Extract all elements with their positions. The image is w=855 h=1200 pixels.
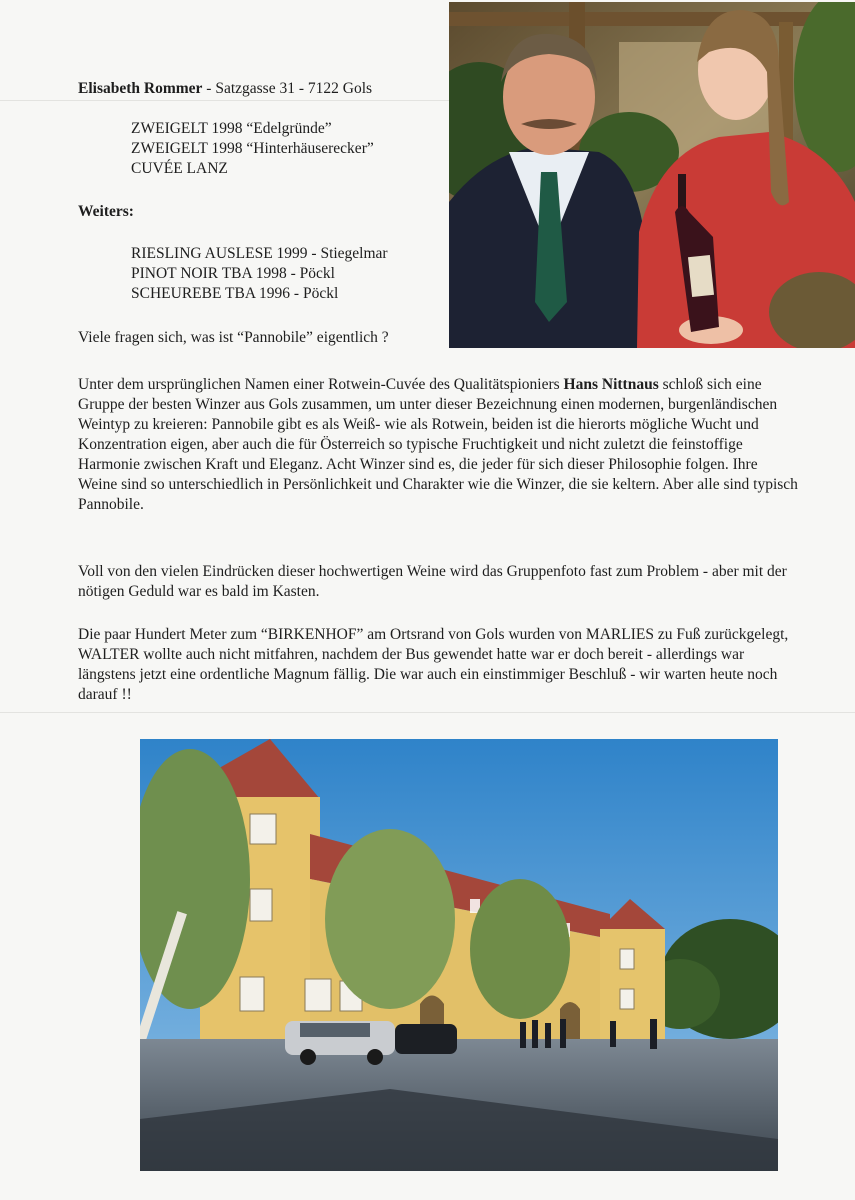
pioneer-name: Hans Nittnaus xyxy=(563,376,659,393)
pannobile-question: Viele fragen sich, was ist “Pannobile” eigentlich ? xyxy=(78,329,389,346)
winery-address: - Satzgasse 31 - 7122 Gols xyxy=(206,80,373,97)
winemakers-photo xyxy=(449,2,855,348)
winery-heading xyxy=(78,80,372,98)
birkenhof-photo xyxy=(140,739,778,1171)
wine-item: CUVÉE LANZ xyxy=(131,160,228,177)
pannobile-paragraph xyxy=(78,375,798,515)
paragraph-text: Voll von den vielen Eindrücken dieser hochwertigen Weine wird das Gruppenfoto fast zum Problem - aber mit der nötigen Geduld war es bald im Kasten. xyxy=(78,563,787,600)
winemaker-name: Elisabeth Rommer xyxy=(78,80,203,97)
page-fold-line xyxy=(0,712,855,713)
wine-list-weiters xyxy=(131,244,388,304)
wine-item: SCHEUREBE TBA 1996 - Pöckl xyxy=(131,285,339,302)
birkenhof-paragraph xyxy=(78,625,798,705)
wine-list-main xyxy=(131,119,374,179)
wine-item: ZWEIGELT 1998 “Hinterhäuserecker” xyxy=(131,140,374,157)
group-photo-paragraph xyxy=(78,562,798,602)
weiters-label: Weiters: xyxy=(78,203,134,220)
wine-item: PINOT NOIR TBA 1998 - Pöckl xyxy=(131,265,335,282)
wine-item: RIESLING AUSLESE 1999 - Stiegelmar xyxy=(131,245,388,262)
paragraph-lead: Unter dem ursprünglichen Namen einer Rotwein-Cuvée des Qualitätspioniers xyxy=(78,376,560,393)
wine-item: ZWEIGELT 1998 “Edelgründe” xyxy=(131,120,332,137)
paragraph-text: Die paar Hundert Meter zum “BIRKENHOF” am Ortsrand von Gols wurden von MARLIES zu Fuß zurückgelegt, WALTER wollte auch nicht mitfahren, nachdem der Bus gewendet hatte war er doch bereit - allerdings war längstens jetzt eine ordentliche Magnum fällig. Die war auch ein einstimmiger Beschluß - wir warten heute noch darauf !! xyxy=(78,626,789,703)
paragraph-rest: schloß sich eine Gruppe der besten Winzer aus Gols zusammen, um unter dieser Bezeichnung einen modernen, burgenländischen Weintyp zu kreieren: Pannobile gibt es als Weiß- wie als Rotwein, beiden ist die hierorts mögliche Wucht und Konzentration eigen, aber auch die für Österreich so typische Fruchtigkeit und nicht zuletzt die feinstoffige Harmonie zwischen Kraft und Eleganz. Acht Winzer sind es, die jeder für sich dieser Philosophie folgen. Ihre Weine sind so unterschiedlich in Persönlichkeit und Charakter wie die Winzer, die sie keltern. Aber alle sind typisch Pannobile. xyxy=(78,376,798,513)
